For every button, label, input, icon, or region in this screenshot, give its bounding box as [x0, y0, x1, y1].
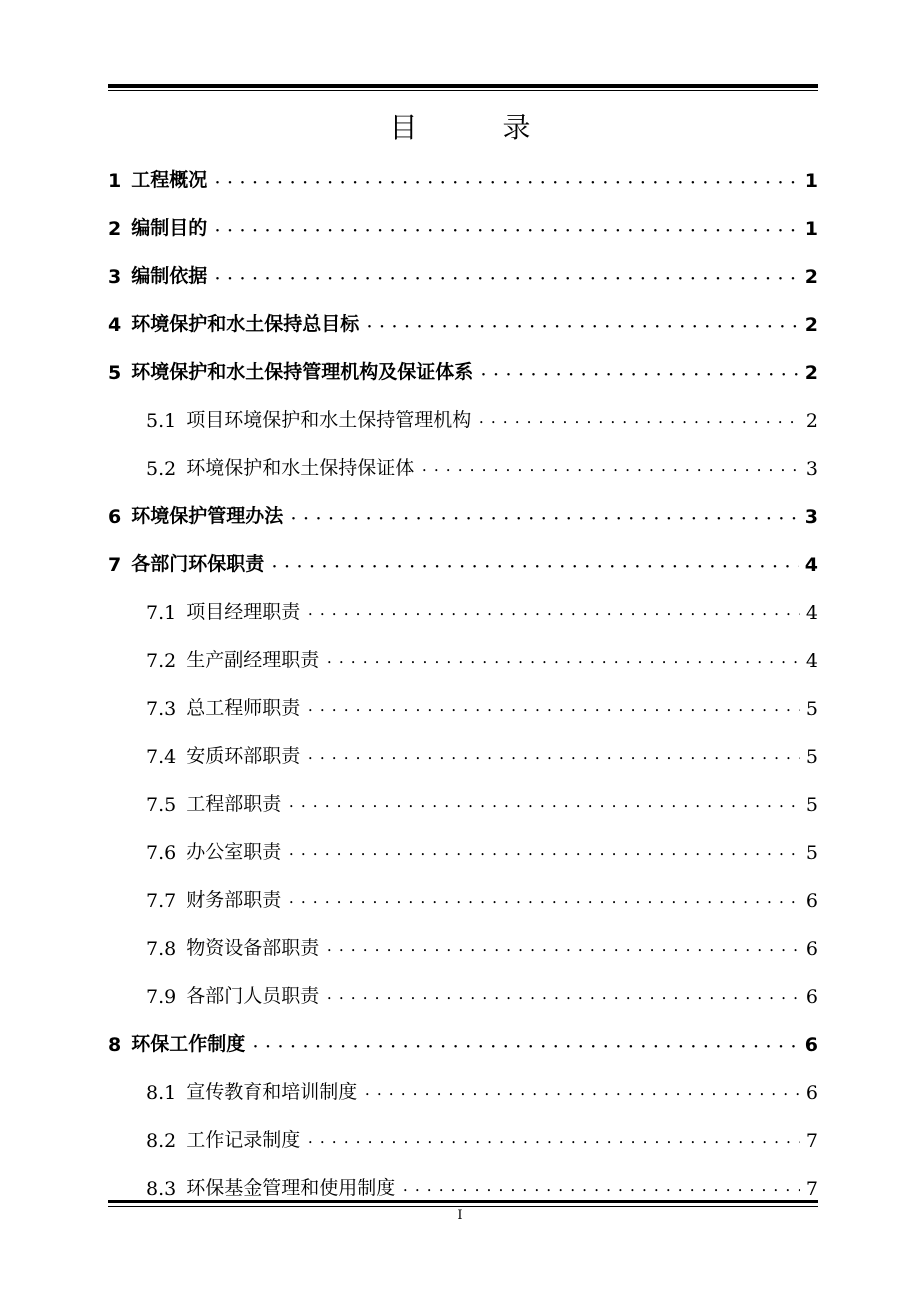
toc-entry-title: 财务部职责: [186, 889, 282, 911]
toc-entry-number: 5: [108, 362, 122, 384]
toc-entry-number: 8.3: [146, 1178, 177, 1200]
toc-dot-leader: [422, 458, 800, 480]
toc-title: 目 录: [389, 111, 569, 144]
toc-entry-page: 5: [805, 698, 818, 720]
toc-entry-page: 6: [805, 890, 818, 912]
toc-entry-number: 8.1: [146, 1082, 177, 1104]
toc-entry[interactable]: [108, 308, 818, 336]
toc-entry-title: 工作记录制度: [186, 1129, 301, 1151]
toc-entry-number: 5.2: [146, 458, 177, 480]
toc-dot-leader: [327, 650, 800, 672]
toc-dot-leader: [215, 218, 799, 240]
toc-entry-title: 环保基金管理和使用制度: [186, 1177, 396, 1199]
toc-dot-leader: [215, 170, 799, 192]
toc-entry-title: 各部门环保职责: [131, 553, 265, 575]
toc-entry-number: 7.7: [146, 890, 177, 912]
toc-entry-number: 1: [108, 170, 122, 192]
toc-entry-number: 7.2: [146, 650, 177, 672]
toc-entry-number: 8: [108, 1034, 122, 1056]
toc-entry-number: 7.8: [146, 938, 177, 960]
toc-entry-number: 7.9: [146, 986, 177, 1008]
toc-entry-title: 编制依据: [131, 265, 208, 287]
toc-dot-leader: [308, 602, 800, 624]
toc-entry-page: 2: [805, 410, 818, 432]
toc-entry[interactable]: [108, 1172, 818, 1200]
toc-entry-title: 项目环境保护和水土保持管理机构: [186, 409, 472, 431]
toc-dot-leader: [327, 938, 800, 960]
toc-entry-number: 4: [108, 314, 122, 336]
toc-entry-page: 2: [804, 362, 818, 384]
toc-entry-title: 环境保护和水土保持保证体: [186, 457, 415, 479]
toc-entry[interactable]: [108, 836, 818, 864]
toc-dot-leader: [253, 1034, 799, 1056]
toc-entry-page: 5: [805, 842, 818, 864]
toc-entry-title: 工程部职责: [186, 793, 282, 815]
toc-entry[interactable]: [108, 740, 818, 768]
toc-entry-number: 2: [108, 218, 122, 240]
toc-dot-leader: [272, 554, 799, 576]
toc-dot-leader: [215, 266, 799, 288]
toc-entry-page: 1: [804, 218, 818, 240]
toc-entry[interactable]: [108, 404, 818, 432]
toc-entry-title: 生产副经理职责: [186, 649, 320, 671]
toc-entry-title: 物资设备部职责: [186, 937, 320, 959]
toc-entry-title: 项目经理职责: [186, 601, 301, 623]
toc-dot-leader: [291, 506, 799, 528]
toc-entry[interactable]: [108, 692, 818, 720]
toc-entry-page: 2: [804, 266, 818, 288]
toc-entry[interactable]: [108, 596, 818, 624]
toc-entry-title: 环保工作制度: [131, 1033, 246, 1055]
toc-entry-title: 环境保护和水土保持总目标: [131, 313, 360, 335]
toc-entry[interactable]: [108, 644, 818, 672]
toc-entry-title: 编制目的: [131, 217, 208, 239]
toc-entry-page: 7: [805, 1178, 818, 1200]
toc-entry[interactable]: [108, 164, 818, 192]
toc-entry-title: 环境保护和水土保持管理机构及保证体系: [131, 361, 474, 383]
toc-entry-number: 7.3: [146, 698, 177, 720]
toc-dot-leader: [308, 746, 800, 768]
toc-entry-page: 4: [804, 554, 818, 576]
toc-entry-page: 1: [804, 170, 818, 192]
toc-entry[interactable]: [108, 932, 818, 960]
toc-dot-leader: [308, 1130, 800, 1152]
toc-entry-title: 宣传教育和培训制度: [186, 1081, 358, 1103]
toc-entry-number: 3: [108, 266, 122, 288]
toc-entry-number: 5.1: [146, 410, 177, 432]
toc-entry-number: 6: [108, 506, 122, 528]
header-rule: [108, 84, 818, 91]
toc-dot-leader: [365, 1082, 800, 1104]
toc-entry[interactable]: [108, 212, 818, 240]
toc-entry-number: 7.1: [146, 602, 177, 624]
toc-entry-title: 各部门人员职责: [186, 985, 320, 1007]
toc-entry-number: 8.2: [146, 1130, 177, 1152]
toc-entry[interactable]: [108, 980, 818, 1008]
toc-dot-leader: [327, 986, 800, 1008]
toc-entry-number: 7.6: [146, 842, 177, 864]
toc-entry-title: 办公室职责: [186, 841, 282, 863]
toc-entry-page: 4: [805, 602, 818, 624]
toc-entry-page: 2: [804, 314, 818, 336]
toc-entry[interactable]: [108, 452, 818, 480]
toc-entry-title: 总工程师职责: [186, 697, 301, 719]
toc-dot-leader: [367, 314, 799, 336]
page-number: I: [457, 1208, 463, 1223]
toc-entry-page: 3: [804, 506, 818, 528]
toc-entry-title: 工程概况: [131, 169, 208, 191]
toc-entry-page: 7: [805, 1130, 818, 1152]
toc-entry-number: 7.4: [146, 746, 177, 768]
toc-entry[interactable]: [108, 1028, 818, 1056]
toc-entry-page: 4: [805, 650, 818, 672]
toc-entry-page: 6: [805, 938, 818, 960]
toc-entry[interactable]: [108, 788, 818, 816]
toc-dot-leader: [289, 890, 800, 912]
toc-entry[interactable]: [108, 500, 818, 528]
toc-dot-leader: [289, 842, 800, 864]
toc-entry-page: 6: [805, 986, 818, 1008]
toc-entry-title: 安质环部职责: [186, 745, 301, 767]
toc-dot-leader: [479, 410, 800, 432]
toc-entry-number: 7.5: [146, 794, 177, 816]
toc-entry[interactable]: [108, 1076, 818, 1104]
toc-entry[interactable]: [108, 260, 818, 288]
toc-dot-leader: [403, 1178, 800, 1200]
toc-dot-leader: [308, 698, 800, 720]
toc-dot-leader: [481, 362, 799, 384]
toc-entry[interactable]: [108, 356, 818, 384]
toc-entry-page: 6: [804, 1034, 818, 1056]
toc-entry[interactable]: [108, 884, 818, 912]
footer-rule: [108, 1200, 818, 1207]
toc-dot-leader: [289, 794, 800, 816]
toc-entry-page: 5: [805, 746, 818, 768]
toc-entry[interactable]: [108, 548, 818, 576]
toc-entry-page: 3: [805, 458, 818, 480]
toc-entry-page: 6: [805, 1082, 818, 1104]
toc-entry-title: 环境保护管理办法: [131, 505, 284, 527]
toc-entry[interactable]: [108, 1124, 818, 1152]
toc-entry-number: 7: [108, 554, 122, 576]
toc-entry-page: 5: [805, 794, 818, 816]
